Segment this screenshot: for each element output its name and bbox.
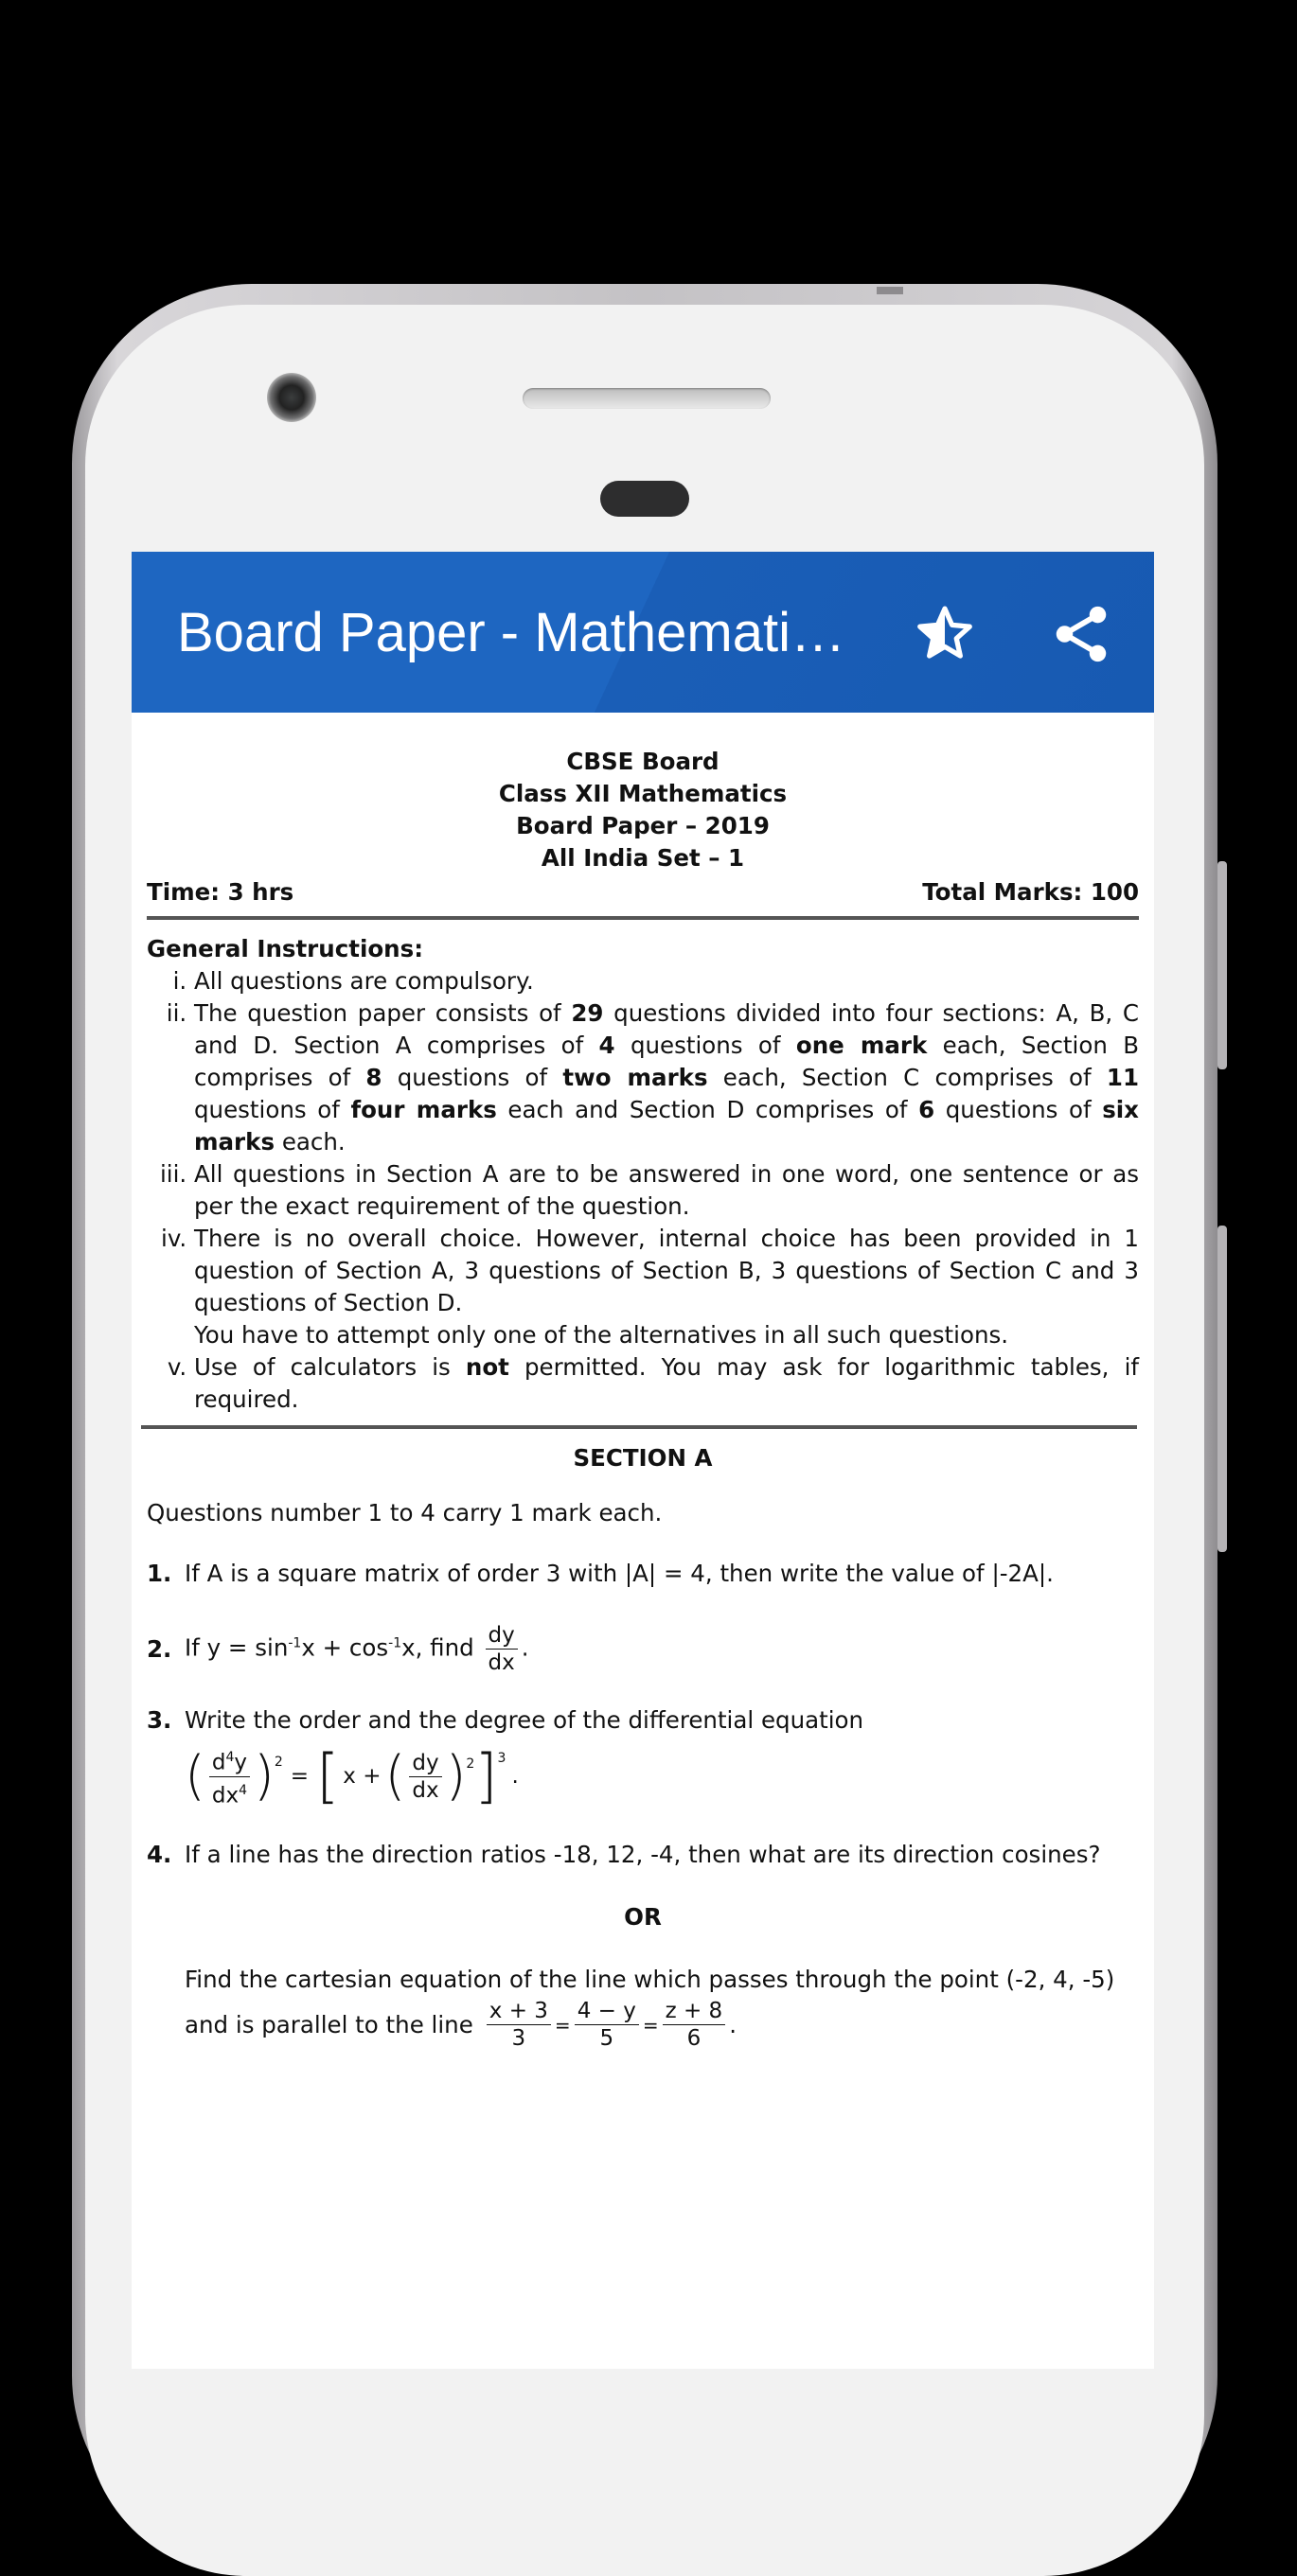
d-symbol: d [211,1750,226,1775]
exp: 4 [239,1782,247,1798]
question-number: 1. [147,1560,172,1587]
q2-text: . [521,1633,529,1662]
divider [147,916,1139,920]
exp: 2 [466,1756,475,1772]
instruction-text: each. [275,1128,346,1156]
exp: 2 [274,1755,283,1770]
proximity-sensor [600,481,689,517]
instruction-text: All questions are compulsory. [194,967,534,995]
fraction-denominator [209,1777,250,1809]
fraction-numerator: z + 8 [663,1998,726,2025]
paper-board: CBSE Board [566,748,720,775]
fraction-numerator [209,1744,250,1777]
instruction-bold: 8 [365,1064,382,1091]
q3-d4-fraction [209,1744,250,1808]
dx-symbol: dx [211,1783,240,1808]
paren-right: ) [445,1745,467,1808]
question-2 [147,1622,1139,1676]
question-text: If a line has the direction ratios -18, 12, -4, then what are its direction cosines? [185,1841,1101,1869]
instruction-text: each and Section D comprises of [496,1096,919,1123]
q2-sup: -1 [388,1635,402,1651]
question-4 [147,1839,1139,1871]
q2-text: x, find [401,1633,474,1662]
fraction-numerator: dy [486,1622,518,1650]
question-number: 4. [147,1841,172,1869]
fraction-numerator: 4 − y [575,1998,639,2025]
instruction-item [194,1351,1139,1416]
equals-sign: = [290,1764,310,1790]
volume-button [1217,861,1227,1069]
paper-year: Board Paper – 2019 [516,812,770,839]
paper-total-marks: Total Marks: 100 [922,878,1139,906]
alt-text: Find the cartesian equation of the line which passes through the point (-2, 4, -5) [185,1966,1115,1994]
question-number: 3. [147,1706,172,1734]
fraction-1 [487,1998,551,2052]
instruction-item [194,1223,1139,1351]
question-1 [147,1558,1139,1590]
q2-text: If y = sin [185,1633,289,1662]
instruction-text: You have to attempt only one of the alternatives in all such questions. [194,1321,1009,1349]
instruction-bold: six marks [194,1096,1139,1156]
instruction-bold: 29 [571,999,604,1027]
section-note: Questions number 1 to 4 carry 1 mark each. [147,1499,663,1526]
instruction-bold: 6 [918,1096,935,1123]
x-plus: x + [343,1764,382,1790]
paper-class: Class XII Mathematics [498,780,788,807]
paper-set: All India Set – 1 [541,844,745,872]
instruction-text: questions of [194,1096,351,1123]
instruction-text: each, Section C comprises of [707,1064,1107,1091]
instruction-item [194,1158,1139,1223]
star-icon[interactable] [912,601,978,667]
period: . [729,2010,737,2038]
equals-sign: = [554,2013,571,2037]
q3-text: Write the order and the degree of the differential equation [185,1706,864,1734]
paren-right: ) [254,1745,275,1808]
instruction-text: questions divided into four sections: A, B, C and D. Section A comprises of [194,999,1139,1059]
bracket-right: ] [474,1741,498,1811]
question-4-alternative [185,1964,1139,2052]
instruction-text: Use of calculators is [194,1353,466,1381]
instruction-bold: not [465,1353,509,1381]
period: . [511,1764,519,1790]
instruction-bold: 4 [598,1032,615,1059]
front-camera [267,373,316,422]
fraction-denominator: 5 [599,2026,614,2052]
app-bar-title: Board Paper - Mathemati… [177,602,845,663]
paper-meta [147,876,1139,909]
paper-time: Time: 3 hrs [147,878,294,906]
q2-sup: -1 [288,1635,302,1651]
fraction-numerator: x + 3 [487,1998,551,2025]
earpiece-speaker [523,388,771,409]
alt-text: and is parallel to the line [185,2010,473,2038]
fraction-3 [663,1998,726,2052]
screen [132,552,1154,2369]
exp: 4 [225,1750,235,1765]
phone-top-button [877,287,903,294]
fraction-denominator: dx [412,1777,439,1803]
y-symbol: y [234,1750,248,1775]
fraction-denominator: 3 [511,2026,526,2052]
instruction-text: questions of [934,1096,1103,1123]
alt-equation-line [185,1998,1139,2052]
question-text: If A is a square matrix of order 3 with |A| = 4, then write the value of |-2A|. [185,1560,1054,1587]
instructions-heading: General Instructions: [147,935,423,962]
equals-sign: = [642,2013,659,2037]
q3-dydx-fraction [409,1750,441,1804]
question-3 [147,1704,1139,1811]
question-number: 2. [147,1634,172,1663]
share-icon[interactable] [1048,601,1114,667]
bracket-left: [ [316,1741,340,1811]
instruction-text: questions of [382,1064,563,1091]
instruction-text: The question paper consists of [194,999,572,1027]
instruction-bold: one mark [795,1032,928,1059]
or-label: OR [624,1903,662,1932]
q2-fraction [486,1622,518,1676]
fraction-numerator: dy [409,1750,441,1777]
power-button [1217,1226,1227,1552]
board-paper-document [147,746,1139,2052]
app-bar [132,552,1154,713]
instruction-text: each, Section B comprises of [194,1032,1140,1091]
exp: 3 [497,1751,506,1766]
instruction-text: questions of [614,1032,796,1059]
question-text [185,1622,1139,1676]
instructions-list [147,965,1139,1416]
divider [141,1425,1137,1429]
fraction-2 [575,1998,639,2052]
instruction-item [194,965,1139,997]
instruction-text: permitted. You may ask for logarithmic tables, if required. [194,1353,1139,1413]
instruction-text: There is no overall choice. However, internal choice has been provided in 1 question of Section A, 3 questions of Section B, 3 questions of Section C and 3 questions of Section D. [194,1225,1139,1316]
fraction-denominator: 6 [686,2026,702,2052]
question-text [185,1704,1139,1811]
instruction-bold: four marks [350,1096,497,1123]
instruction-item [194,997,1139,1158]
paren-left: ( [384,1745,406,1808]
q2-text: x + cos [301,1633,389,1662]
paren-left: ( [185,1745,205,1808]
instruction-bold: two marks [562,1064,708,1091]
fraction-denominator: dx [488,1650,515,1675]
section-title: SECTION A [573,1444,713,1472]
instruction-bold: 11 [1106,1064,1139,1091]
q3-equation [185,1741,1139,1811]
instruction-text: All questions in Section A are to be answered in one word, one sentence or as per the exact requirement of the question. [194,1160,1139,1220]
